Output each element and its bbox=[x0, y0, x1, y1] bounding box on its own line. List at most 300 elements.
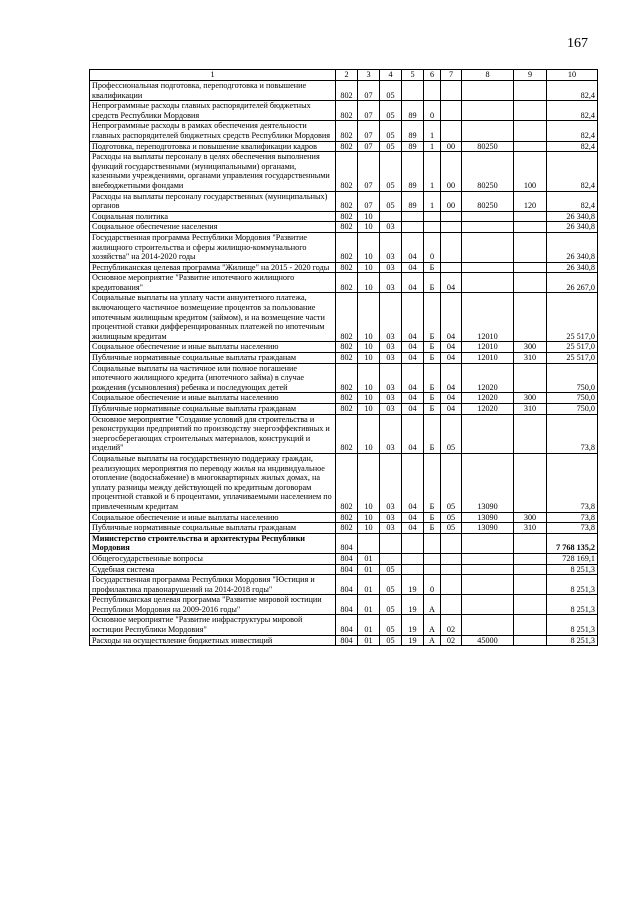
code-cell: 05 bbox=[380, 81, 402, 101]
code-cell: 05 bbox=[380, 141, 402, 152]
table-row bbox=[90, 222, 598, 233]
code-cell: 802 bbox=[336, 512, 358, 523]
amount-cell: 750,0 bbox=[547, 404, 598, 415]
code-cell bbox=[441, 533, 462, 553]
code-cell bbox=[514, 121, 547, 141]
code-cell bbox=[514, 101, 547, 121]
column-header: 4 bbox=[380, 70, 402, 81]
code-cell: 10 bbox=[358, 211, 380, 222]
code-cell: 802 bbox=[336, 404, 358, 415]
column-header: 3 bbox=[358, 70, 380, 81]
code-cell: Б bbox=[424, 523, 441, 534]
amount-cell: 82,4 bbox=[547, 101, 598, 121]
code-cell: 03 bbox=[380, 393, 402, 404]
code-cell: 300 bbox=[514, 512, 547, 523]
code-cell bbox=[441, 101, 462, 121]
code-cell bbox=[441, 211, 462, 222]
code-cell: 19 bbox=[402, 575, 424, 595]
code-cell: Б bbox=[424, 363, 441, 393]
code-cell: А bbox=[424, 595, 441, 615]
code-cell: 1 bbox=[424, 141, 441, 152]
code-cell: 02 bbox=[441, 615, 462, 635]
code-cell: 03 bbox=[380, 232, 402, 262]
code-cell bbox=[424, 564, 441, 575]
code-cell: 00 bbox=[441, 152, 462, 191]
code-cell: 12010 bbox=[462, 293, 514, 342]
code-cell: Б bbox=[424, 262, 441, 273]
code-cell: А bbox=[424, 635, 441, 646]
amount-cell: 82,4 bbox=[547, 141, 598, 152]
code-cell bbox=[424, 533, 441, 553]
code-cell: 05 bbox=[441, 512, 462, 523]
code-cell bbox=[441, 553, 462, 564]
table-row bbox=[90, 262, 598, 273]
column-header: 2 bbox=[336, 70, 358, 81]
code-cell: 01 bbox=[358, 564, 380, 575]
amount-cell: 8 251,3 bbox=[547, 564, 598, 575]
table-row bbox=[90, 393, 598, 404]
code-cell: 00 bbox=[441, 141, 462, 152]
code-cell: 10 bbox=[358, 414, 380, 453]
code-cell bbox=[402, 211, 424, 222]
code-cell: 04 bbox=[402, 453, 424, 512]
amount-cell: 82,4 bbox=[547, 121, 598, 141]
code-cell bbox=[402, 564, 424, 575]
table-row bbox=[90, 101, 598, 121]
code-cell: 120 bbox=[514, 191, 547, 211]
column-header: 7 bbox=[441, 70, 462, 81]
code-cell bbox=[514, 453, 547, 512]
code-cell: 04 bbox=[402, 342, 424, 353]
code-cell: 802 bbox=[336, 293, 358, 342]
code-cell bbox=[514, 141, 547, 152]
code-cell: 10 bbox=[358, 353, 380, 364]
row-name-cell: Расходы на выплаты персоналу государственных (муниципальных) органов bbox=[90, 191, 336, 211]
code-cell bbox=[441, 121, 462, 141]
code-cell: 04 bbox=[402, 363, 424, 393]
code-cell: 19 bbox=[402, 595, 424, 615]
code-cell: 802 bbox=[336, 152, 358, 191]
budget-table bbox=[89, 69, 598, 646]
table-row bbox=[90, 404, 598, 415]
code-cell: 05 bbox=[441, 414, 462, 453]
code-cell: 804 bbox=[336, 533, 358, 553]
row-name-cell: Публичные нормативные социальные выплаты гражданам bbox=[90, 523, 336, 534]
code-cell bbox=[514, 414, 547, 453]
row-name-cell: Непрограммные расходы в рамках обеспечения деятельности главных распорядителей бюджетных средств Республики Мордовия bbox=[90, 121, 336, 141]
code-cell: 05 bbox=[380, 101, 402, 121]
code-cell: 0 bbox=[424, 101, 441, 121]
code-cell: 802 bbox=[336, 81, 358, 101]
code-cell: 10 bbox=[358, 342, 380, 353]
amount-cell: 25 517,0 bbox=[547, 353, 598, 364]
code-cell: 03 bbox=[380, 512, 402, 523]
table-row bbox=[90, 81, 598, 101]
code-cell: 04 bbox=[441, 404, 462, 415]
code-cell: 01 bbox=[358, 595, 380, 615]
row-name-cell: Социальные выплаты на частичное или полное погашение ипотечного жилищного кредита (ипотечного займа) в случае рождения (усыновления) ребенка и последующих детей bbox=[90, 363, 336, 393]
code-cell: 804 bbox=[336, 553, 358, 564]
code-cell: Б bbox=[424, 353, 441, 364]
page-number: 167 bbox=[567, 36, 588, 51]
code-cell: 03 bbox=[380, 414, 402, 453]
code-cell: 05 bbox=[380, 191, 402, 211]
amount-cell: 73,8 bbox=[547, 453, 598, 512]
code-cell: 1 bbox=[424, 121, 441, 141]
amount-cell: 750,0 bbox=[547, 393, 598, 404]
code-cell bbox=[514, 564, 547, 575]
code-cell: 04 bbox=[441, 393, 462, 404]
code-cell: 05 bbox=[380, 152, 402, 191]
code-cell bbox=[358, 533, 380, 553]
code-cell: 310 bbox=[514, 523, 547, 534]
code-cell bbox=[380, 533, 402, 553]
code-cell bbox=[514, 615, 547, 635]
amount-cell: 8 251,3 bbox=[547, 635, 598, 646]
code-cell: 802 bbox=[336, 414, 358, 453]
row-name-cell: Судебная система bbox=[90, 564, 336, 575]
row-name-cell: Общегосударственные вопросы bbox=[90, 553, 336, 564]
amount-cell: 82,4 bbox=[547, 152, 598, 191]
code-cell: 89 bbox=[402, 191, 424, 211]
header-row bbox=[90, 70, 598, 81]
code-cell: 05 bbox=[380, 564, 402, 575]
code-cell: 804 bbox=[336, 575, 358, 595]
code-cell bbox=[514, 595, 547, 615]
code-cell: 03 bbox=[380, 353, 402, 364]
code-cell bbox=[462, 101, 514, 121]
table-row bbox=[90, 293, 598, 342]
row-name-cell: Государственная программа Республики Мордовия "Юстиция и профилактика правонарушений на 2014-2018 годы" bbox=[90, 575, 336, 595]
code-cell: 04 bbox=[441, 273, 462, 293]
code-cell: 03 bbox=[380, 273, 402, 293]
code-cell: 804 bbox=[336, 615, 358, 635]
code-cell: 04 bbox=[441, 293, 462, 342]
code-cell: 80250 bbox=[462, 191, 514, 211]
code-cell: 04 bbox=[402, 353, 424, 364]
code-cell bbox=[402, 533, 424, 553]
code-cell bbox=[514, 273, 547, 293]
code-cell bbox=[462, 564, 514, 575]
code-cell: 04 bbox=[402, 232, 424, 262]
code-cell: 05 bbox=[441, 523, 462, 534]
row-name-cell: Публичные нормативные социальные выплаты гражданам bbox=[90, 353, 336, 364]
table-row bbox=[90, 512, 598, 523]
code-cell bbox=[462, 222, 514, 233]
code-cell: 804 bbox=[336, 635, 358, 646]
table-row bbox=[90, 575, 598, 595]
code-cell: 802 bbox=[336, 211, 358, 222]
code-cell: 10 bbox=[358, 523, 380, 534]
code-cell: 89 bbox=[402, 152, 424, 191]
code-cell: 19 bbox=[402, 635, 424, 646]
code-cell: 1 bbox=[424, 191, 441, 211]
code-cell: 19 bbox=[402, 615, 424, 635]
code-cell bbox=[380, 211, 402, 222]
code-cell: 802 bbox=[336, 222, 358, 233]
code-cell: 802 bbox=[336, 121, 358, 141]
code-cell: 07 bbox=[358, 101, 380, 121]
code-cell: 03 bbox=[380, 404, 402, 415]
code-cell: 04 bbox=[402, 404, 424, 415]
row-name-cell: Социальные выплаты на уплату части аннуитетного платежа, включающего частичное возмещение процентов за пользование ипотечным жилищным кредитом (займом), и на возмещение части процентной ставки дифференцированных платежей по ипотечным жилищным кредитам bbox=[90, 293, 336, 342]
code-cell bbox=[441, 575, 462, 595]
code-cell: 802 bbox=[336, 342, 358, 353]
table-row bbox=[90, 553, 598, 564]
code-cell: 300 bbox=[514, 393, 547, 404]
code-cell: 01 bbox=[358, 553, 380, 564]
amount-cell: 26 340,8 bbox=[547, 232, 598, 262]
code-cell: 04 bbox=[402, 414, 424, 453]
code-cell bbox=[462, 121, 514, 141]
code-cell: 07 bbox=[358, 191, 380, 211]
code-cell bbox=[514, 232, 547, 262]
code-cell: 13090 bbox=[462, 453, 514, 512]
row-name-cell: Профессиональная подготовка, переподготовка и повышение квалификации bbox=[90, 81, 336, 101]
table-row bbox=[90, 211, 598, 222]
code-cell: 03 bbox=[380, 523, 402, 534]
code-cell bbox=[462, 533, 514, 553]
code-cell: Б bbox=[424, 393, 441, 404]
row-name-cell: Публичные нормативные социальные выплаты гражданам bbox=[90, 404, 336, 415]
code-cell: 07 bbox=[358, 152, 380, 191]
code-cell: 01 bbox=[358, 615, 380, 635]
row-name-cell: Республиканская целевая программа "Развитие мировой юстиции Республики Мордовия на 2009-2016 годы" bbox=[90, 595, 336, 615]
code-cell: 10 bbox=[358, 232, 380, 262]
column-header: 8 bbox=[462, 70, 514, 81]
code-cell: 12020 bbox=[462, 393, 514, 404]
amount-cell: 26 267,0 bbox=[547, 273, 598, 293]
code-cell: Б bbox=[424, 512, 441, 523]
code-cell: 0 bbox=[424, 232, 441, 262]
code-cell: 04 bbox=[441, 363, 462, 393]
code-cell: 04 bbox=[441, 342, 462, 353]
code-cell: 04 bbox=[402, 523, 424, 534]
amount-cell: 750,0 bbox=[547, 363, 598, 393]
code-cell: 05 bbox=[380, 575, 402, 595]
code-cell bbox=[514, 222, 547, 233]
amount-cell: 26 340,8 bbox=[547, 222, 598, 233]
table-row bbox=[90, 191, 598, 211]
code-cell: 802 bbox=[336, 453, 358, 512]
amount-cell: 8 251,3 bbox=[547, 575, 598, 595]
row-name-cell: Республиканская целевая программа "Жилище" на 2015 - 2020 годы bbox=[90, 262, 336, 273]
code-cell: Б bbox=[424, 414, 441, 453]
code-cell: 04 bbox=[402, 262, 424, 273]
code-cell bbox=[514, 262, 547, 273]
code-cell: 802 bbox=[336, 353, 358, 364]
code-cell: 1 bbox=[424, 152, 441, 191]
amount-cell: 73,8 bbox=[547, 414, 598, 453]
code-cell bbox=[441, 564, 462, 575]
code-cell: 12010 bbox=[462, 353, 514, 364]
code-cell: 05 bbox=[380, 615, 402, 635]
code-cell: 802 bbox=[336, 523, 358, 534]
code-cell: 13090 bbox=[462, 512, 514, 523]
code-cell: 05 bbox=[380, 635, 402, 646]
code-cell: Б bbox=[424, 404, 441, 415]
code-cell: 802 bbox=[336, 101, 358, 121]
table-row bbox=[90, 141, 598, 152]
code-cell bbox=[462, 232, 514, 262]
row-name-cell: Социальная политика bbox=[90, 211, 336, 222]
code-cell: Б bbox=[424, 342, 441, 353]
amount-cell: 26 340,8 bbox=[547, 211, 598, 222]
code-cell: 07 bbox=[358, 81, 380, 101]
code-cell: 802 bbox=[336, 262, 358, 273]
amount-cell: 26 340,8 bbox=[547, 262, 598, 273]
row-name-cell: Социальное обеспечение и иные выплаты населению bbox=[90, 512, 336, 523]
table-row bbox=[90, 353, 598, 364]
code-cell: 802 bbox=[336, 363, 358, 393]
code-cell bbox=[424, 81, 441, 101]
code-cell bbox=[441, 595, 462, 615]
code-cell: 10 bbox=[358, 262, 380, 273]
row-name-cell: Подготовка, переподготовка и повышение квалификации кадров bbox=[90, 141, 336, 152]
row-name-cell: Основное мероприятие "Развитие инфраструктуры мировой юстиции Республики Мордовия" bbox=[90, 615, 336, 635]
code-cell: 10 bbox=[358, 512, 380, 523]
table-row bbox=[90, 273, 598, 293]
code-cell: 07 bbox=[358, 141, 380, 152]
code-cell: 802 bbox=[336, 232, 358, 262]
table-row bbox=[90, 615, 598, 635]
code-cell bbox=[514, 533, 547, 553]
code-cell: 802 bbox=[336, 273, 358, 293]
table-row bbox=[90, 453, 598, 512]
code-cell: 89 bbox=[402, 121, 424, 141]
row-name-cell: Социальное обеспечение населения bbox=[90, 222, 336, 233]
row-name-cell: Основное мероприятие "Создание условий для строительства и реконструкции предприятий по производству энергоэффективных и энергосберегающих строительных материалов, конструкций и изделий" bbox=[90, 414, 336, 453]
code-cell: 04 bbox=[402, 293, 424, 342]
column-header: 6 bbox=[424, 70, 441, 81]
code-cell: 05 bbox=[380, 595, 402, 615]
table-row bbox=[90, 595, 598, 615]
code-cell: 45000 bbox=[462, 635, 514, 646]
code-cell bbox=[462, 615, 514, 635]
code-cell: 80250 bbox=[462, 141, 514, 152]
code-cell bbox=[514, 575, 547, 595]
code-cell bbox=[462, 595, 514, 615]
code-cell bbox=[402, 222, 424, 233]
code-cell: 100 bbox=[514, 152, 547, 191]
column-header: 5 bbox=[402, 70, 424, 81]
code-cell: 10 bbox=[358, 404, 380, 415]
code-cell: 01 bbox=[358, 575, 380, 595]
amount-cell: 82,4 bbox=[547, 191, 598, 211]
code-cell bbox=[462, 81, 514, 101]
code-cell: 10 bbox=[358, 363, 380, 393]
code-cell: 12020 bbox=[462, 363, 514, 393]
amount-cell: 8 251,3 bbox=[547, 615, 598, 635]
row-name-cell: Министерство строительства и архитектуры Республики Мордовия bbox=[90, 533, 336, 553]
code-cell: А bbox=[424, 615, 441, 635]
code-cell: 03 bbox=[380, 342, 402, 353]
code-cell bbox=[514, 81, 547, 101]
code-cell: 310 bbox=[514, 404, 547, 415]
code-cell bbox=[462, 553, 514, 564]
code-cell: 89 bbox=[402, 101, 424, 121]
code-cell: 05 bbox=[380, 121, 402, 141]
code-cell: Б bbox=[424, 453, 441, 512]
table-row bbox=[90, 121, 598, 141]
code-cell: 802 bbox=[336, 191, 358, 211]
code-cell bbox=[514, 293, 547, 342]
table-row bbox=[90, 635, 598, 646]
code-cell bbox=[441, 222, 462, 233]
table-row bbox=[90, 342, 598, 353]
row-name-cell: Расходы на осуществление бюджетных инвестиций bbox=[90, 635, 336, 646]
amount-cell: 73,8 bbox=[547, 523, 598, 534]
code-cell: 04 bbox=[402, 273, 424, 293]
code-cell bbox=[462, 273, 514, 293]
amount-cell: 7 768 135,2 bbox=[547, 533, 598, 553]
code-cell bbox=[441, 262, 462, 273]
amount-cell: 8 251,3 bbox=[547, 595, 598, 615]
code-cell: 00 bbox=[441, 191, 462, 211]
column-header: 10 bbox=[547, 70, 598, 81]
code-cell: 04 bbox=[402, 512, 424, 523]
code-cell: 03 bbox=[380, 293, 402, 342]
code-cell: 802 bbox=[336, 141, 358, 152]
table-row bbox=[90, 523, 598, 534]
code-cell bbox=[402, 553, 424, 564]
code-cell: 10 bbox=[358, 222, 380, 233]
code-cell: 05 bbox=[441, 453, 462, 512]
code-cell bbox=[462, 414, 514, 453]
code-cell: 03 bbox=[380, 262, 402, 273]
code-cell bbox=[514, 553, 547, 564]
code-cell: 0 bbox=[424, 575, 441, 595]
code-cell bbox=[514, 363, 547, 393]
code-cell: 10 bbox=[358, 393, 380, 404]
code-cell bbox=[462, 211, 514, 222]
amount-cell: 73,8 bbox=[547, 512, 598, 523]
code-cell: 300 bbox=[514, 342, 547, 353]
code-cell bbox=[402, 81, 424, 101]
code-cell: 89 bbox=[402, 141, 424, 152]
code-cell bbox=[424, 222, 441, 233]
code-cell: 802 bbox=[336, 393, 358, 404]
code-cell bbox=[514, 635, 547, 646]
row-name-cell: Основное мероприятие "Развитие ипотечного жилищного кредитования" bbox=[90, 273, 336, 293]
row-name-cell: Расходы на выплаты персоналу в целях обеспечения выполнения функций государственными (муниципальными) органами, казенными учреждениями, органами управления государственными внебюджетными фондами bbox=[90, 152, 336, 191]
table-row bbox=[90, 533, 598, 553]
column-header: 9 bbox=[514, 70, 547, 81]
code-cell bbox=[441, 81, 462, 101]
code-cell: 01 bbox=[358, 635, 380, 646]
code-cell: 07 bbox=[358, 121, 380, 141]
table-row bbox=[90, 232, 598, 262]
code-cell bbox=[424, 211, 441, 222]
code-cell bbox=[462, 262, 514, 273]
table-row bbox=[90, 152, 598, 191]
row-name-cell: Социальное обеспечение и иные выплаты населению bbox=[90, 342, 336, 353]
amount-cell: 82,4 bbox=[547, 81, 598, 101]
amount-cell: 25 517,0 bbox=[547, 342, 598, 353]
code-cell: Б bbox=[424, 293, 441, 342]
code-cell bbox=[424, 553, 441, 564]
row-name-cell: Социальное обеспечение и иные выплаты населению bbox=[90, 393, 336, 404]
code-cell: 12020 bbox=[462, 404, 514, 415]
code-cell: 04 bbox=[441, 353, 462, 364]
code-cell: 12010 bbox=[462, 342, 514, 353]
column-header: 1 bbox=[90, 70, 336, 81]
row-name-cell: Непрограммные расходы главных распорядителей бюджетных средств Республики Мордовия bbox=[90, 101, 336, 121]
code-cell bbox=[462, 575, 514, 595]
code-cell bbox=[380, 553, 402, 564]
code-cell: 10 bbox=[358, 293, 380, 342]
code-cell: 804 bbox=[336, 564, 358, 575]
